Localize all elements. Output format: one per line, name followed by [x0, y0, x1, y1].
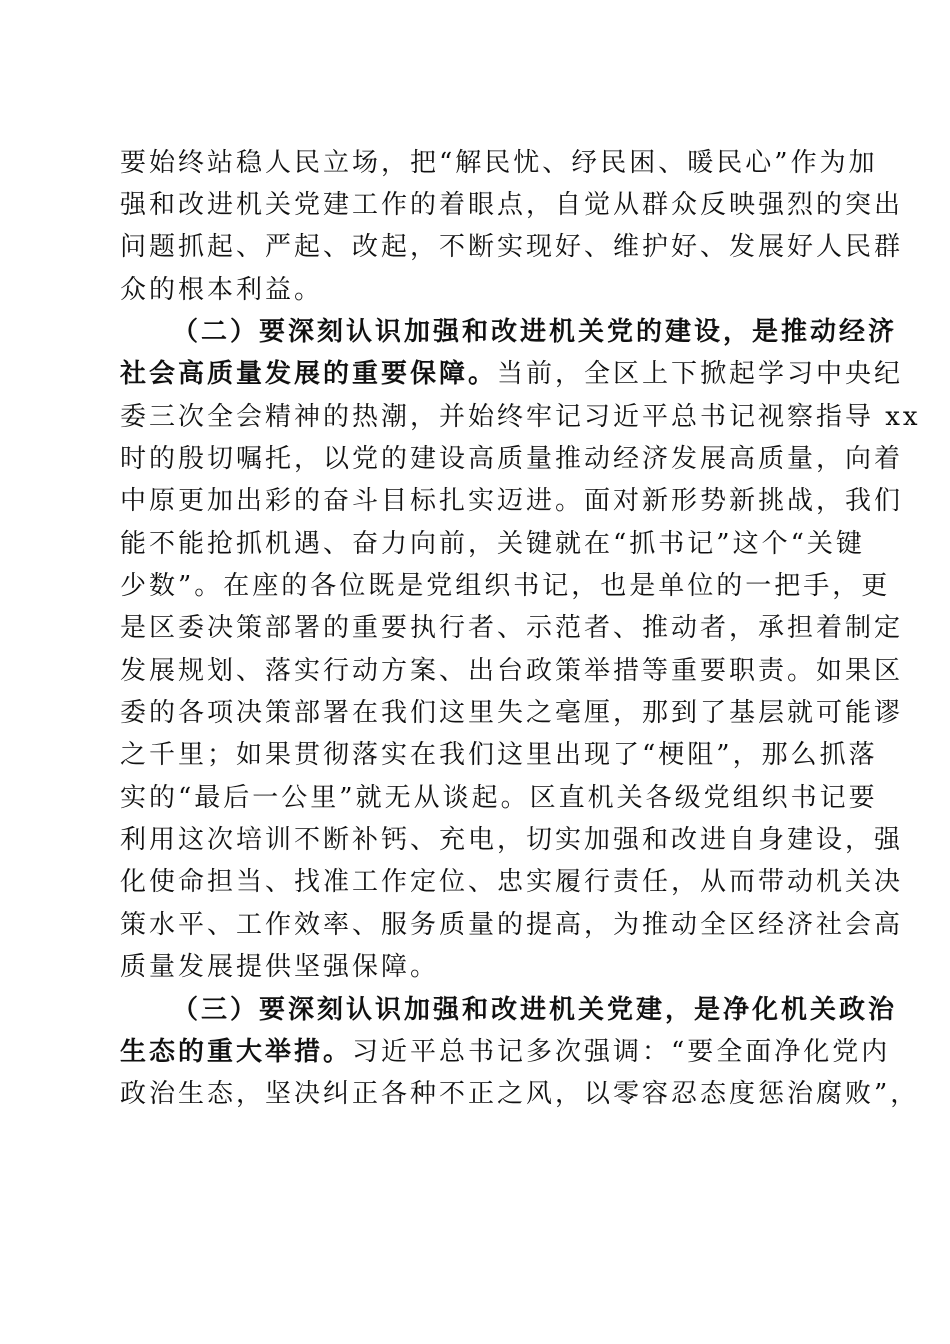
body-text-line: 发展规划、落实行动方案、出台政策举措等重要职责。如果区 [120, 656, 904, 686]
body-text-line: 委三次全会精神的热潮，并始终牢记习近平总书记视察指导 xx [120, 402, 921, 432]
body-text-line-mixed [120, 1032, 891, 1072]
body-text-span: 习近平总书记多次强调：“要全面净化党内 [352, 1037, 891, 1067]
body-text-line: 问题抓起、严起、改起，不断实现好、维护好、发展好人民群 [120, 232, 904, 262]
body-text-line: 强和改进机关党建工作的着眼点，自觉从群众反映强烈的突出 [120, 190, 904, 220]
body-text-line: 少数”。在座的各位既是党组织书记，也是单位的一把手，更 [120, 571, 891, 601]
body-text-line: 实的“最后一公里”就无从谈起。区直机关各级党组织书记要 [120, 783, 878, 813]
body-text-line-mixed [120, 354, 904, 394]
section-heading-tail: 社会高质量发展的重要保障。 [120, 359, 498, 389]
body-text-line: 中原更加出彩的奋斗目标扎实迈进。面对新形势新挑战，我们 [120, 486, 904, 516]
body-text-line: 是区委决策部署的重要执行者、示范者、推动者，承担着制定 [120, 613, 904, 643]
body-text-line: 之千里；如果贯彻落实在我们这里出现了“梗阻”，那么抓落 [120, 740, 878, 770]
body-text-line: 时的殷切嘱托，以党的建设高质量推动经济发展高质量，向着 [120, 444, 904, 474]
body-text-line: 策水平、工作效率、服务质量的提高，为推动全区经济社会高 [120, 910, 904, 940]
body-text-line: 要始终站稳人民立场，把“解民忧、纾民困、暖民心”作为加 [120, 148, 878, 178]
body-text-line: 众的根本利益。 [120, 275, 324, 305]
body-text-span: 当前，全区上下掀起学习中央纪 [497, 359, 904, 389]
body-text-line: 利用这次培训不断补钙、充电，切实加强和改进自身建设，强 [120, 825, 904, 855]
body-text-line: 政治生态，坚决纠正各种不正之风，以零容忍态度惩治腐败”， [120, 1079, 920, 1109]
body-text-line: 能不能抢抓机遇、奋力向前，关键就在“抓书记”这个“关键 [120, 529, 865, 559]
body-text-line: 质量发展提供坚强保障。 [120, 952, 440, 982]
section-heading-line: （二）要深刻认识加强和改进机关党的建设，是推动经济 [172, 317, 898, 347]
section-heading-line: （三）要深刻认识加强和改进机关党建，是净化机关政治 [172, 995, 898, 1025]
body-text-line: 委的各项决策部署在我们这里失之毫厘，那到了基层就可能谬 [120, 698, 904, 728]
body-text-line: 化使命担当、找准工作定位、忠实履行责任，从而带动机关决 [120, 867, 904, 897]
section-heading-tail: 生态的重大举措。 [120, 1037, 353, 1067]
